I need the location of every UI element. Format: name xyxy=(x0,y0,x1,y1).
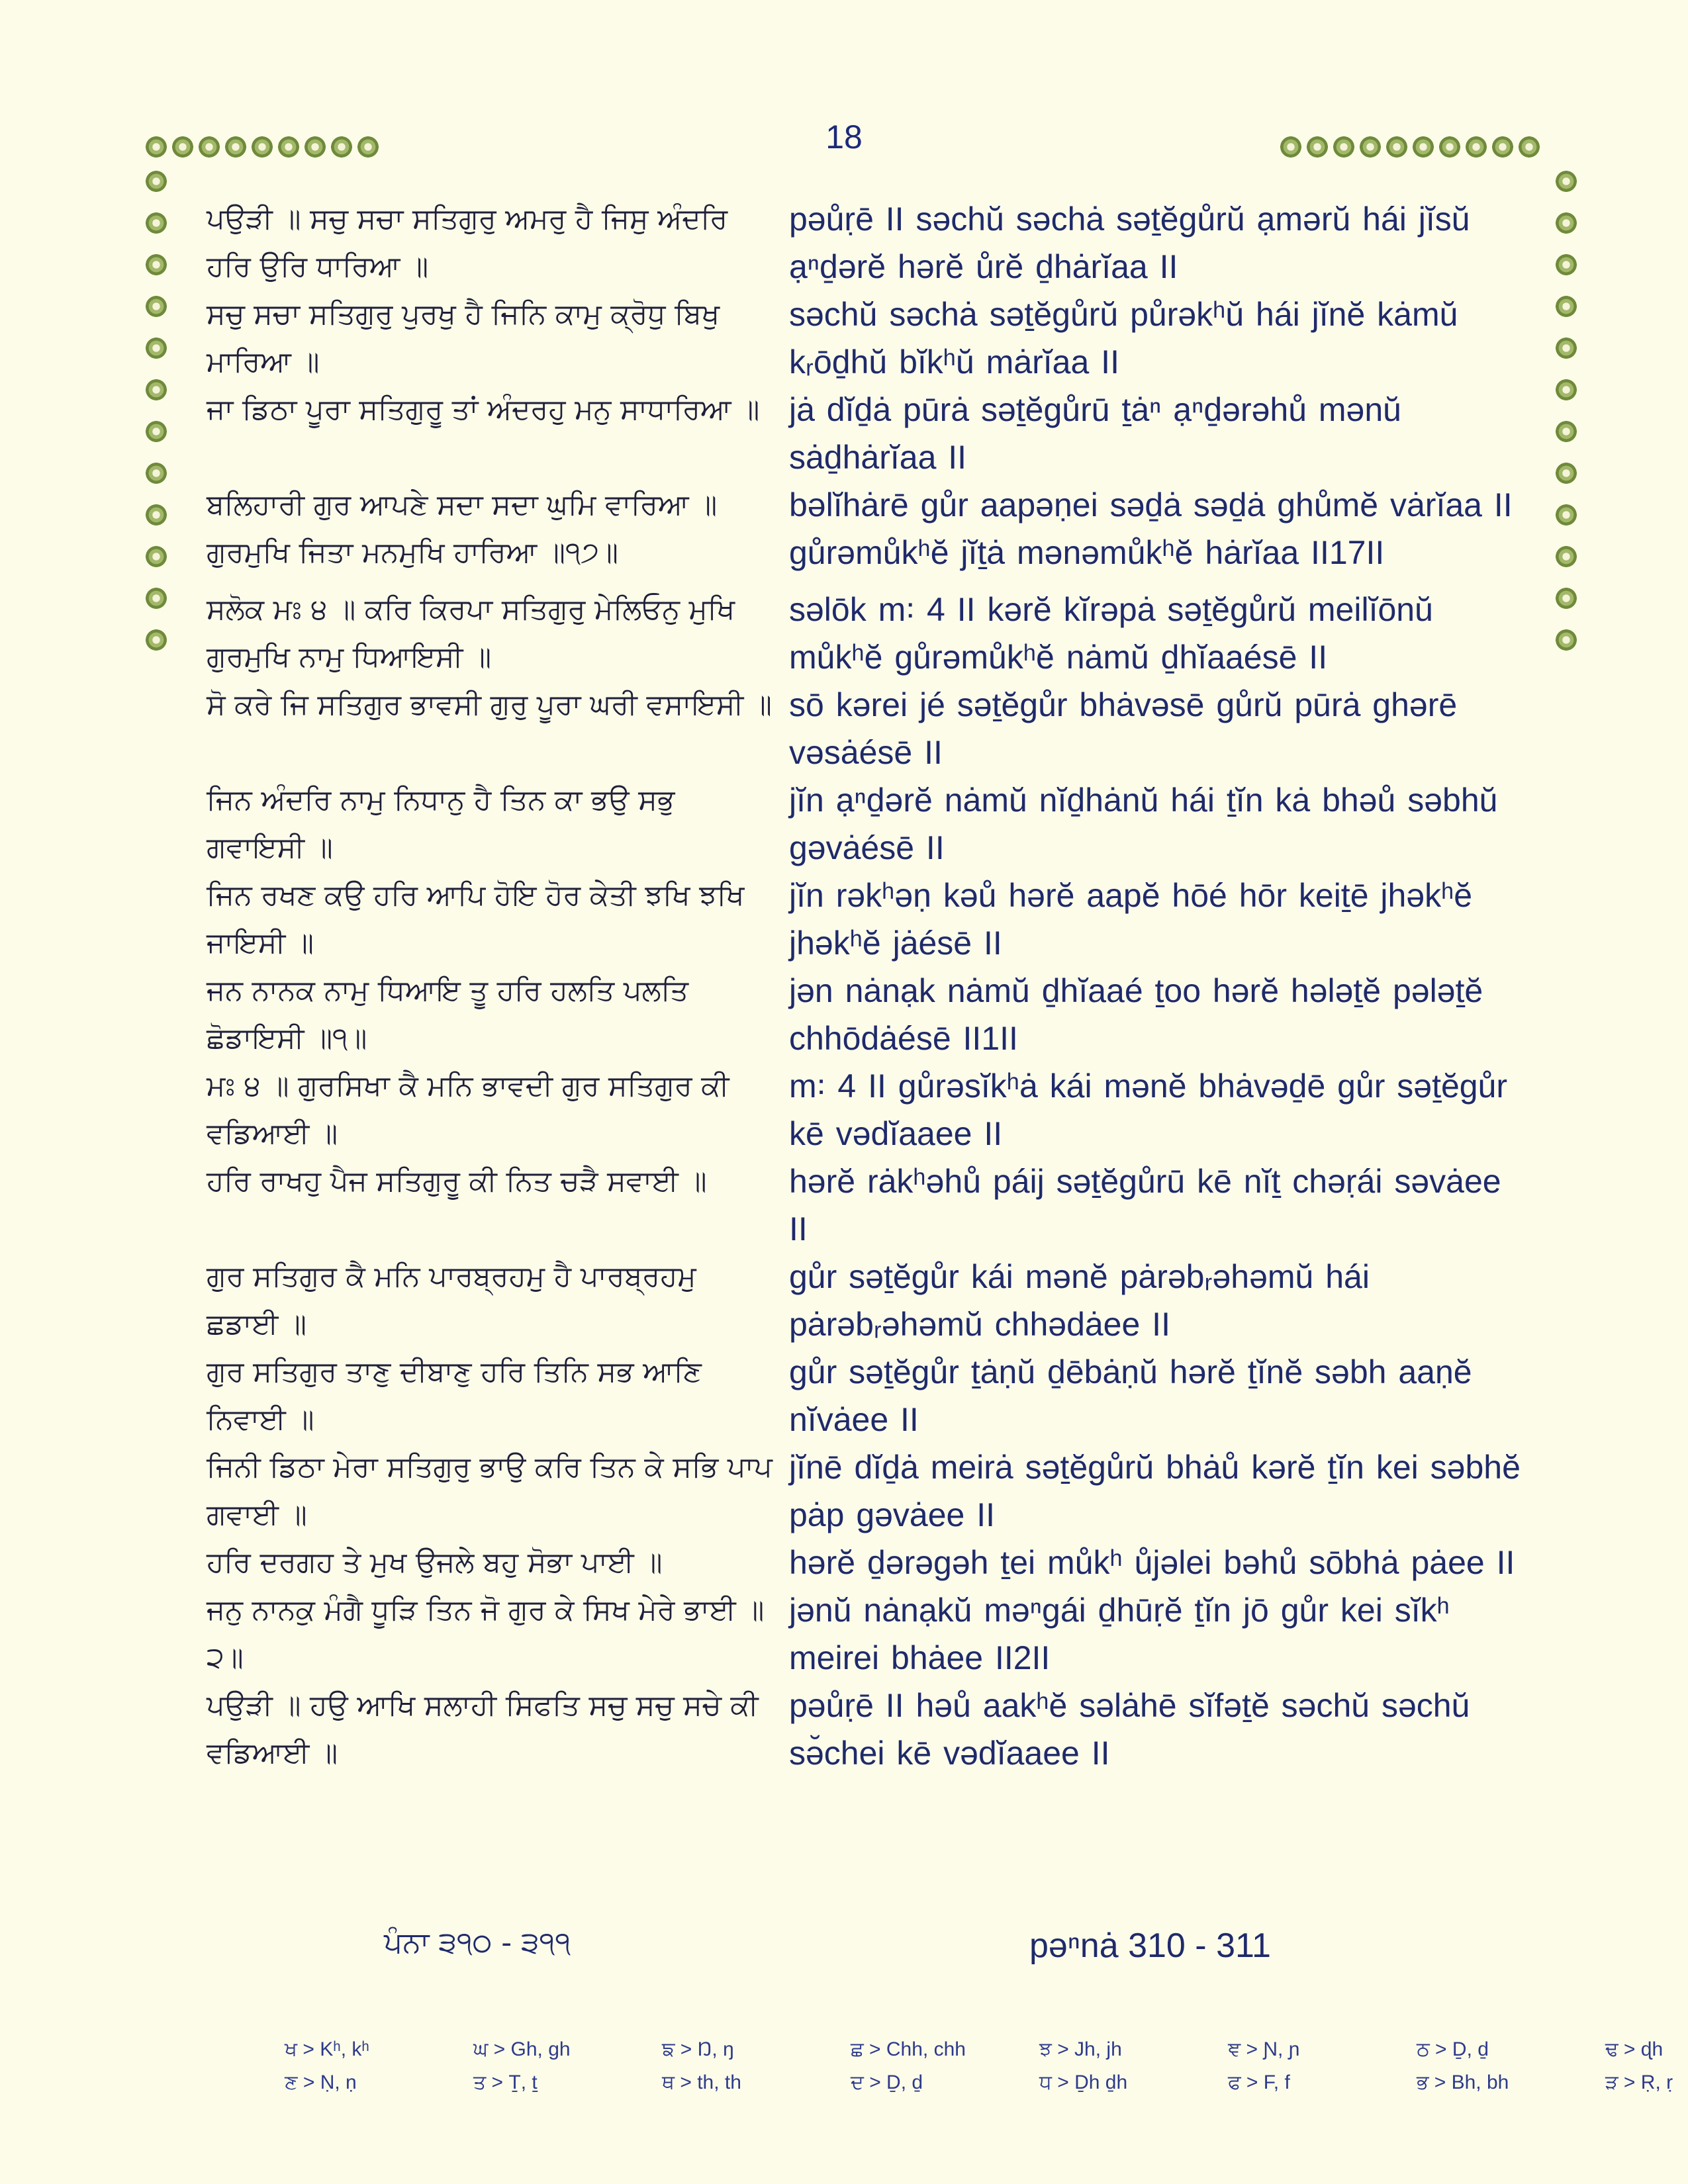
flower-ornament-icon xyxy=(1279,135,1303,159)
gurmukhi-line: ਬਲਿਹਾਰੀ ਗੁਰ ਆਪਣੇ ਸਦਾ ਸਦਾ ਘੁਮਿ ਵਾਰਿਆ ॥ xyxy=(207,488,718,522)
flower-ornament-icon xyxy=(144,378,168,402)
legend-entry: ਘ > Gh, gh xyxy=(473,2038,571,2060)
legend-entry: ਤ > Ṯ, ṯ xyxy=(473,2071,538,2093)
transliteration-line: hərĕ rȧkʰəhů páij səṯĕgůrū kē nĭṯ chəṛái səvȧee II xyxy=(789,1163,1501,1248)
flower-ornament-icon xyxy=(144,586,168,610)
transliteration-line: gůrəmůkʰĕ jĭṯȧ mənəmůkʰĕ hȧrĭaa II17II xyxy=(789,534,1385,571)
verse-row xyxy=(207,481,1530,529)
flower-ornament-icon xyxy=(303,135,327,159)
flower-ornament-icon xyxy=(144,461,168,485)
legend-row xyxy=(285,2066,1688,2099)
flower-ornament-icon xyxy=(1491,135,1515,159)
legend-row xyxy=(285,2033,1688,2066)
gurmukhi-line: ਜਿਨ ਅੰਦਰਿ ਨਾਮੁ ਨਿਧਾਨੁ ਹੈ ਤਿਨ ਕਾ ਭਉ ਸਭੁ ਗਵਾਇਸੀ ॥ xyxy=(207,784,675,864)
flower-ornament-icon xyxy=(250,135,274,159)
legend-entry: ਣ > Ṇ, ṇ xyxy=(285,2071,357,2093)
verse-row xyxy=(207,1539,1530,1586)
transliteration-line: jənŭ nȧnạkŭ məⁿgái ḏhūṛĕ ṯĭn jō gůr kei sĭkʰ meirei bhȧee II2II xyxy=(789,1592,1450,1676)
right-ornament-column xyxy=(1554,169,1578,670)
transliteration-page-reference: pəⁿnȧ 310 - 311 xyxy=(1029,1927,1271,1965)
flower-ornament-icon xyxy=(1554,295,1578,318)
verse-row xyxy=(207,291,1530,386)
verse-row xyxy=(207,1348,1530,1443)
legend-entry: ਦ > Ḏ, ḏ xyxy=(851,2071,923,2093)
legend-entry: ਢ > ɖh xyxy=(1605,2038,1664,2060)
flower-ornament-icon xyxy=(1554,169,1578,193)
legend-entry: ਫ > F, f xyxy=(1228,2071,1290,2093)
flower-ornament-icon xyxy=(171,135,195,159)
legend-entry: ਧ > Ḏh ḏh xyxy=(1039,2071,1128,2093)
transliteration-line: jĭnē dĭḏȧ meirȧ səṯĕgůrŭ bhȧů kərĕ ṯĭn kei səbhĕ pȧp gəvȧee II xyxy=(789,1449,1521,1533)
flower-ornament-icon xyxy=(1554,461,1578,485)
page-number: 18 xyxy=(825,118,863,156)
gurmukhi-line: ਗੁਰ ਸਤਿਗੁਰ ਤਾਣੁ ਦੀਬਾਣੁ ਹਰਿ ਤਿਨਿ ਸਭ ਆਣਿ ਨਿਵਾਈ ॥ xyxy=(207,1355,702,1436)
flower-ornament-icon xyxy=(144,545,168,569)
transliteration-line: səchŭ səchȧ səṯĕgůrŭ půrəkʰŭ hái jĭnĕ kȧmŭ kᵣōḏhŭ bĭkʰŭ mȧrĭaa II xyxy=(789,296,1458,381)
verse-row xyxy=(207,386,1530,481)
legend-entry: ਠ > Ḏ, ḏ xyxy=(1417,2038,1489,2060)
gurmukhi-line: ਹਰਿ ਰਾਖਹੁ ਪੈਜ ਸਤਿਗੁਰੂ ਕੀ ਨਿਤ ਚੜੈ ਸਵਾਈ ॥ xyxy=(207,1165,707,1198)
flower-ornament-icon xyxy=(144,135,168,159)
flower-ornament-icon xyxy=(144,503,168,527)
flower-ornament-icon xyxy=(1517,135,1541,159)
gurmukhi-line: ਗੁਰਮੁਖਿ ਜਿਤਾ ਮਨਮੁਖਿ ਹਾਰਿਆ ॥੧੭॥ xyxy=(207,536,619,569)
flower-ornament-icon xyxy=(356,135,380,159)
gurmukhi-line: ਪਉੜੀ ॥ ਹਉ ਆਖਿ ਸਲਾਹੀ ਸਿਫਤਿ ਸਚੁ ਸਚੁ ਸਚੇ ਕੀ ਵਡਿਆਈ ॥ xyxy=(207,1689,759,1770)
flower-ornament-icon xyxy=(197,135,221,159)
verse-row xyxy=(207,1158,1530,1253)
flower-ornament-icon xyxy=(1438,135,1462,159)
flower-ornament-icon xyxy=(1358,135,1382,159)
flower-ornament-icon xyxy=(224,135,248,159)
transliteration-line: bəlĭhȧrē gůr aapəṇei səḏȧ səḏȧ ghůmĕ vȧrĭaa II xyxy=(789,486,1513,523)
verse-row xyxy=(207,529,1530,576)
verse-row xyxy=(207,1253,1530,1348)
flower-ornament-icon xyxy=(277,135,301,159)
left-ornament-column xyxy=(144,169,168,670)
verse-rows xyxy=(207,195,1530,1777)
flower-ornament-icon xyxy=(1554,420,1578,443)
transliteration-line: sō kərei jé səṯĕgůr bhȧvəsē gůrŭ pūrȧ ghərē vəsȧésē II xyxy=(789,686,1458,771)
transliteration-line: gůr səṯĕgůr kái mənĕ pȧrəbᵣəhəmŭ hái pȧrəbᵣəhəmŭ chhədȧee II xyxy=(789,1258,1370,1343)
flower-ornament-icon xyxy=(1554,586,1578,610)
gurmukhi-line: ਜਿਨੀ ਡਿਠਾ ਮੇਰਾ ਸਤਿਗੁਰੁ ਭਾਉ ਕਰਿ ਤਿਨ ਕੇ ਸਭਿ ਪਾਪ ਗਵਾਈ ॥ xyxy=(207,1451,773,1531)
flower-ornament-icon xyxy=(330,135,353,159)
flower-ornament-icon xyxy=(144,253,168,277)
verse-row xyxy=(207,195,1530,291)
gurmukhi-line: ਹਰਿ ਦਰਗਹ ਤੇ ਮੁਖ ਉਜਲੇ ਬਹੁ ਸੋਭਾ ਪਾਈ ॥ xyxy=(207,1546,663,1579)
verse-row xyxy=(207,1443,1530,1539)
flower-ornament-icon xyxy=(1411,135,1435,159)
flower-ornament-icon xyxy=(1554,503,1578,527)
flower-ornament-icon xyxy=(1554,336,1578,360)
flower-ornament-icon xyxy=(1554,545,1578,569)
legend-entry: ਙ > Ŋ, ŋ xyxy=(662,2038,734,2060)
gurmukhi-line: ਜਾ ਡਿਠਾ ਪੂਰਾ ਸਤਿਗੁਰੂ ਤਾਂ ਅੰਦਰਹੁ ਮਨੁ ਸਾਧਾਰਿਆ ॥ xyxy=(207,393,760,426)
legend-entry: ੜ > Ṛ, ṛ xyxy=(1605,2071,1673,2093)
flower-ornament-icon xyxy=(1554,628,1578,652)
gurmukhi-line: ਗੁਰ ਸਤਿਗੁਰ ਕੈ ਮਨਿ ਪਾਰਬ੍ਰਹਮੁ ਹੈ ਪਾਰਬ੍ਰਹਮੁ ਛਡਾਈ ॥ xyxy=(207,1260,696,1341)
flower-ornament-icon xyxy=(1554,253,1578,277)
top-right-ornament-row xyxy=(1279,135,1541,161)
gurmukhi-line: ਜਿਨ ਰਖਣ ਕਉ ਹਰਿ ਆਪਿ ਹੋਇ ਹੋਰ ਕੇਤੀ ਝਖਿ ਝਖਿ ਜਾਇਸੀ ॥ xyxy=(207,879,745,960)
top-left-ornament-row xyxy=(144,135,380,161)
transliteration-line: jən nȧnạk nȧmŭ ḏhĭaaé ṯoo hərĕ hələṯĕ pələṯĕ chhōdȧésē II1II xyxy=(789,972,1483,1057)
gurmukhi-line: ਸਲੋਕ ਮਃ ੪ ॥ ਕਰਿ ਕਿਰਪਾ ਸਤਿਗੁਰੁ ਮੇਲਿਓਨੁ ਮੁਖਿ ਗੁਰਮੁਖਿ ਨਾਮੁ ਧਿਆਇਸੀ ॥ xyxy=(207,593,735,674)
verse-row xyxy=(207,1682,1530,1777)
flower-ornament-icon xyxy=(144,420,168,443)
transliteration-line: gůr səṯĕgůr ṯȧṇŭ ḏēbȧṇŭ hərĕ ṯĭnĕ səbh aaṇĕ nĭvȧee II xyxy=(789,1353,1472,1438)
verse-row xyxy=(207,586,1530,681)
transliteration-line: jĭn ạⁿḏərĕ nȧmŭ nĭḏhȧnŭ hái ṯĭn kȧ bhəů səbhŭ gəvȧésē II xyxy=(789,782,1498,866)
transliteration-line: pəůṛē II həů aakʰĕ səlȧhē sĭfəṯĕ səchŭ səchŭ sə̆chei kē vədĭaaee II xyxy=(789,1687,1470,1772)
gurmukhi-line: ਮਃ ੪ ॥ ਗੁਰਸਿਖਾ ਕੈ ਮਨਿ ਭਾਵਦੀ ਗੁਰ ਸਤਿਗੁਰ ਕੀ ਵਡਿਆਈ ॥ xyxy=(207,1069,729,1150)
gurmukhi-line: ਪਉੜੀ ॥ ਸਚੁ ਸਚਾ ਸਤਿਗੁਰੁ ਅਮਰੁ ਹੈ ਜਿਸੁ ਅੰਦਰਿ ਹਰਿ ਉਰਿ ਧਾਰਿਆ ॥ xyxy=(207,203,728,283)
gurmukhi-line: ਜਨੁ ਨਾਨਕੁ ਮੰਗੈ ਧੂੜਿ ਤਿਨ ਜੋ ਗੁਰ ਕੇ ਸਿਖ ਮੇਰੇ ਭਾਈ ॥੨॥ xyxy=(207,1594,765,1674)
flower-ornament-icon xyxy=(144,295,168,318)
gurmukhi-page-reference: ਪੰਨਾ ੩੧੦ - ੩੧੧ xyxy=(384,1926,571,1960)
flower-ornament-icon xyxy=(144,169,168,193)
verse-row xyxy=(207,1062,1530,1158)
verse-row xyxy=(207,681,1530,776)
flower-ornament-icon xyxy=(1554,378,1578,402)
flower-ornament-icon xyxy=(1332,135,1356,159)
transliteration-line: pəůṛē II səchŭ səchȧ səṯĕgůrŭ ạmərŭ hái jĭsŭ ạⁿḏərĕ hərĕ ůrĕ ḏhȧrĭaa II xyxy=(789,201,1470,285)
flower-ornament-icon xyxy=(1554,211,1578,235)
flower-ornament-icon xyxy=(144,211,168,235)
flower-ornament-icon xyxy=(144,628,168,652)
transliteration-line: m꞉ 4 II gůrəsĭkʰȧ kái mənĕ bhȧvəḏē gůr səṯĕgůr kē vədĭaaee II xyxy=(789,1068,1508,1152)
verse-row xyxy=(207,967,1530,1062)
transliteration-legend xyxy=(285,2033,1688,2099)
flower-ornament-icon xyxy=(1385,135,1409,159)
verse-row xyxy=(207,872,1530,967)
legend-entry: ਝ > Jh, jh xyxy=(1039,2038,1122,2060)
verse-row xyxy=(207,776,1530,872)
transliteration-line: jȧ dĭḏȧ pūrȧ səṯĕgůrū ṯȧⁿ ạⁿḏərəhů mənŭ sȧḏhȧrĭaa II xyxy=(789,391,1401,476)
flower-ornament-icon xyxy=(144,336,168,360)
verse-row xyxy=(207,1586,1530,1682)
transliteration-line: hərĕ ḏərəgəh ṯei můkʰ ůjəlei bəhů sōbhȧ pȧee II xyxy=(789,1544,1515,1581)
legend-entry: ਛ > Chh, chh xyxy=(851,2038,966,2060)
transliteration-line: jĭn rəkʰəṇ kəů hərĕ aapĕ hōé hōr keiṯē jhəkʰĕ jhəkʰĕ jȧésē II xyxy=(789,877,1473,962)
flower-ornament-icon xyxy=(1305,135,1329,159)
gurmukhi-line: ਸਚੁ ਸਚਾ ਸਤਿਗੁਰੁ ਪੁਰਖੁ ਹੈ ਜਿਨਿ ਕਾਮੁ ਕ੍ਰੋਧੁ ਬਿਖੁ ਮਾਰਿਆ ॥ xyxy=(207,298,720,379)
legend-entry: ਖ > Kʰ, kʰ xyxy=(285,2038,369,2060)
gurmukhi-line: ਸੋ ਕਰੇ ਜਿ ਸਤਿਗੁਰ ਭਾਵਸੀ ਗੁਰੁ ਪੂਰਾ ਘਰੀ ਵਸਾਇਸੀ ॥ xyxy=(207,688,772,721)
gurmukhi-line: ਜਨ ਨਾਨਕ ਨਾਮੁ ਧਿਆਇ ਤੂ ਹਰਿ ਹਲਤਿ ਪਲਤਿ ਛੋਡਾਇਸੀ ॥੧॥ xyxy=(207,974,688,1055)
legend-entry: ਥ > th, th xyxy=(662,2071,741,2093)
legend-entry: ਞ > Ɲ, ɲ xyxy=(1228,2038,1300,2060)
flower-ornament-icon xyxy=(1464,135,1488,159)
transliteration-line: səlōk m꞉ 4 II kərĕ kĭrəpȧ səṯĕgůrŭ meilĭōnŭ můkʰĕ gůrəmůkʰĕ nȧmŭ ḏhĭaaésē II xyxy=(789,591,1433,676)
legend-entry: ਭ > Bh, bh xyxy=(1417,2071,1509,2093)
